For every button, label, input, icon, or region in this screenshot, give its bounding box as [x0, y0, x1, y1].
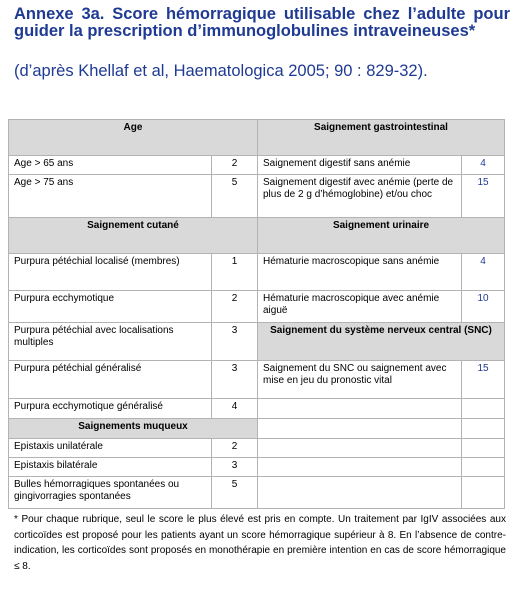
criterion-label: Age > 75 ans: [9, 175, 212, 218]
criterion-label: Bulles hémorragiques spontanées ou gingivorragies spontanées: [9, 477, 212, 509]
table-row: [9, 399, 505, 419]
criterion-label: Saignement digestif sans anémie: [258, 156, 462, 175]
empty-cell: [258, 477, 462, 509]
empty-cell: [258, 399, 462, 419]
criterion-score: 3: [212, 361, 258, 399]
document-title: Annexe 3a. Score hémorragique utilisable chez l’adulte pour guider la prescription d’immunoglobulines intraveineuses*: [14, 5, 510, 40]
criterion-score: 15: [462, 361, 505, 399]
table-row: [9, 439, 505, 458]
table-row: [9, 323, 505, 361]
criterion-label: Purpura ecchymotique: [9, 291, 212, 323]
criterion-score: 1: [212, 254, 258, 291]
table-row: [9, 361, 505, 399]
empty-cell: [462, 439, 505, 458]
section-header-urinary: Saignement urinaire: [258, 218, 505, 254]
criterion-label: Saignement digestif avec anémie (perte de plus de 2 g d’hémoglobine) et/ou choc: [258, 175, 462, 218]
table-row: [9, 120, 505, 156]
criterion-label: Hématurie macroscopique avec anémie aiguë: [258, 291, 462, 323]
section-header-cns: Saignement du système nerveux central (SNC): [258, 323, 505, 361]
table-row: [9, 458, 505, 477]
criterion-score: 4: [212, 399, 258, 419]
criterion-score: 3: [212, 323, 258, 361]
empty-cell: [462, 399, 505, 419]
criterion-label: Age > 65 ans: [9, 156, 212, 175]
table-row: [9, 156, 505, 175]
section-header-mucosal: Saignements muqueux: [9, 419, 258, 439]
section-header-gastrointestinal: Saignement gastrointestinal: [258, 120, 505, 156]
criterion-label: Hématurie macroscopique sans anémie: [258, 254, 462, 291]
table-row: [9, 175, 505, 218]
criterion-label: Epistaxis unilatérale: [9, 439, 212, 458]
criterion-score: 2: [212, 156, 258, 175]
empty-cell: [462, 477, 505, 509]
empty-cell: [258, 458, 462, 477]
criterion-label: Epistaxis bilatérale: [9, 458, 212, 477]
table-row: [9, 291, 505, 323]
criterion-label: Purpura pétéchial avec localisations multiples: [9, 323, 212, 361]
criterion-label: Purpura pétéchial localisé (membres): [9, 254, 212, 291]
empty-cell: [258, 439, 462, 458]
empty-cell: [462, 419, 505, 439]
criterion-score: 2: [212, 291, 258, 323]
section-header-age: Age: [9, 120, 258, 156]
section-header-cutaneous: Saignement cutané: [9, 218, 258, 254]
bleeding-score-table: [8, 119, 505, 509]
document-subtitle: (d’après Khellaf et al, Haematologica 2005; 90 : 829-32).: [14, 62, 428, 80]
criterion-score: 15: [462, 175, 505, 218]
criterion-label: Purpura ecchymotique généralisé: [9, 399, 212, 419]
table-row: [9, 419, 505, 439]
criterion-label: Purpura pétéchial généralisé: [9, 361, 212, 399]
table-row: [9, 254, 505, 291]
criterion-score: 4: [462, 254, 505, 291]
empty-cell: [258, 419, 462, 439]
criterion-score: 5: [212, 175, 258, 218]
criterion-score: 5: [212, 477, 258, 509]
criterion-score: 4: [462, 156, 505, 175]
criterion-score: 2: [212, 439, 258, 458]
empty-cell: [462, 458, 505, 477]
table-row: [9, 218, 505, 254]
criterion-score: 10: [462, 291, 505, 323]
criterion-score: 3: [212, 458, 258, 477]
footnote: * Pour chaque rubrique, seul le score le plus élevé est pris en compte. Un traitement par IgIV associées aux corticoïdes est proposé pour les patients ayant un score hémorragique supérieur à 8. En l’absence de contre-indication, les corticoïdes sont proposés en monothérapie en première intention en cas de score hémorragique ≤ 8.: [14, 514, 506, 572]
table-row: [9, 477, 505, 509]
criterion-label: Saignement du SNC ou saignement avec mise en jeu du pronostic vital: [258, 361, 462, 399]
